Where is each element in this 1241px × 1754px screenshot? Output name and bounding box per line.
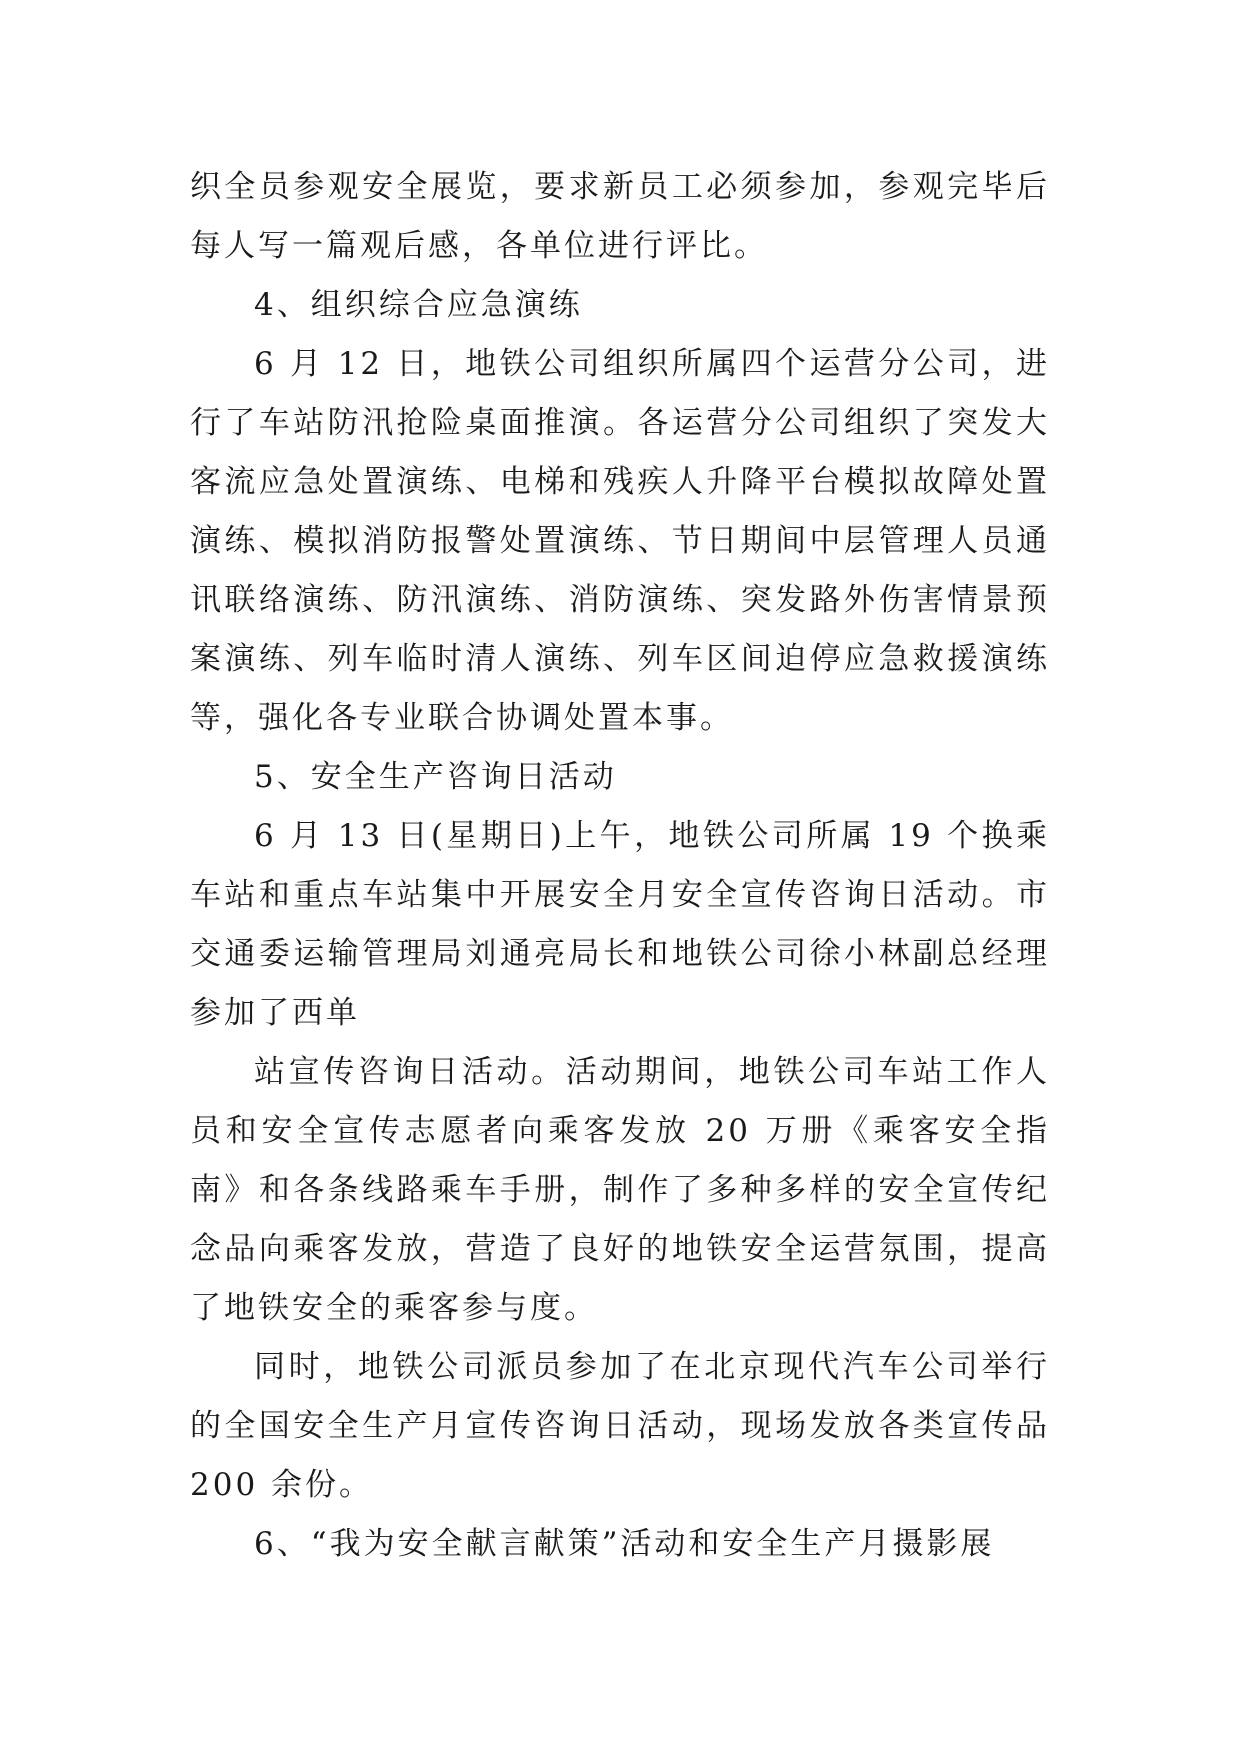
paragraph-national-activity: 同时，地铁公司派员参加了在北京现代汽车公司举行的全国安全生产月宣传咨询日活动，现场发放各类宣传品 200 余份。 [190,1349,1050,1503]
paragraph-station-activity: 站宣传咨询日活动。活动期间，地铁公司车站工作人员和安全宣传志愿者向乘客发放 20 万册《乘客安全指南》和各条线路乘车手册，制作了多种多样的安全宣传纪念品向乘客发放，营造了良好的地铁安全运营氛围，提高了地铁安全的乘客参与度。 [190,1054,1050,1326]
section-heading-6: 6、“我为安全献言献策”活动和安全生产月摄影展 [254,1526,995,1562]
paragraph-drills: 6 月 12 日，地铁公司组织所属四个运营分公司，进行了车站防汛抢险桌面推演。各运营分公司组织了突发大客流应急处置演练、电梯和残疾人升降平台模拟故障处置演练、模拟消防报警处置演练、节日期间中层管理人员通讯联络演练、防汛演练、消防演练、突发路外伤害情景预案演练、列车临时清人演练、列车区间迫停应急救援演练等，强化各专业联合协调处置本事。 [190,346,1050,736]
section-heading-4: 4、组织综合应急演练 [254,287,583,323]
paragraph-continuation: 织全员参观安全展览，要求新员工必须参加，参观完毕后每人写一篇观后感，各单位进行评比。 [190,169,1050,264]
document-body [190,158,1050,1574]
paragraph-consultation-day: 6 月 13 日(星期日)上午，地铁公司所属 19 个换乘车站和重点车站集中开展安全月安全宣传咨询日活动。市交通委运输管理局刘通亮局长和地铁公司徐小林副总经理参加了西单 [190,818,1050,1031]
section-heading-5: 5、安全生产咨询日活动 [254,759,617,795]
